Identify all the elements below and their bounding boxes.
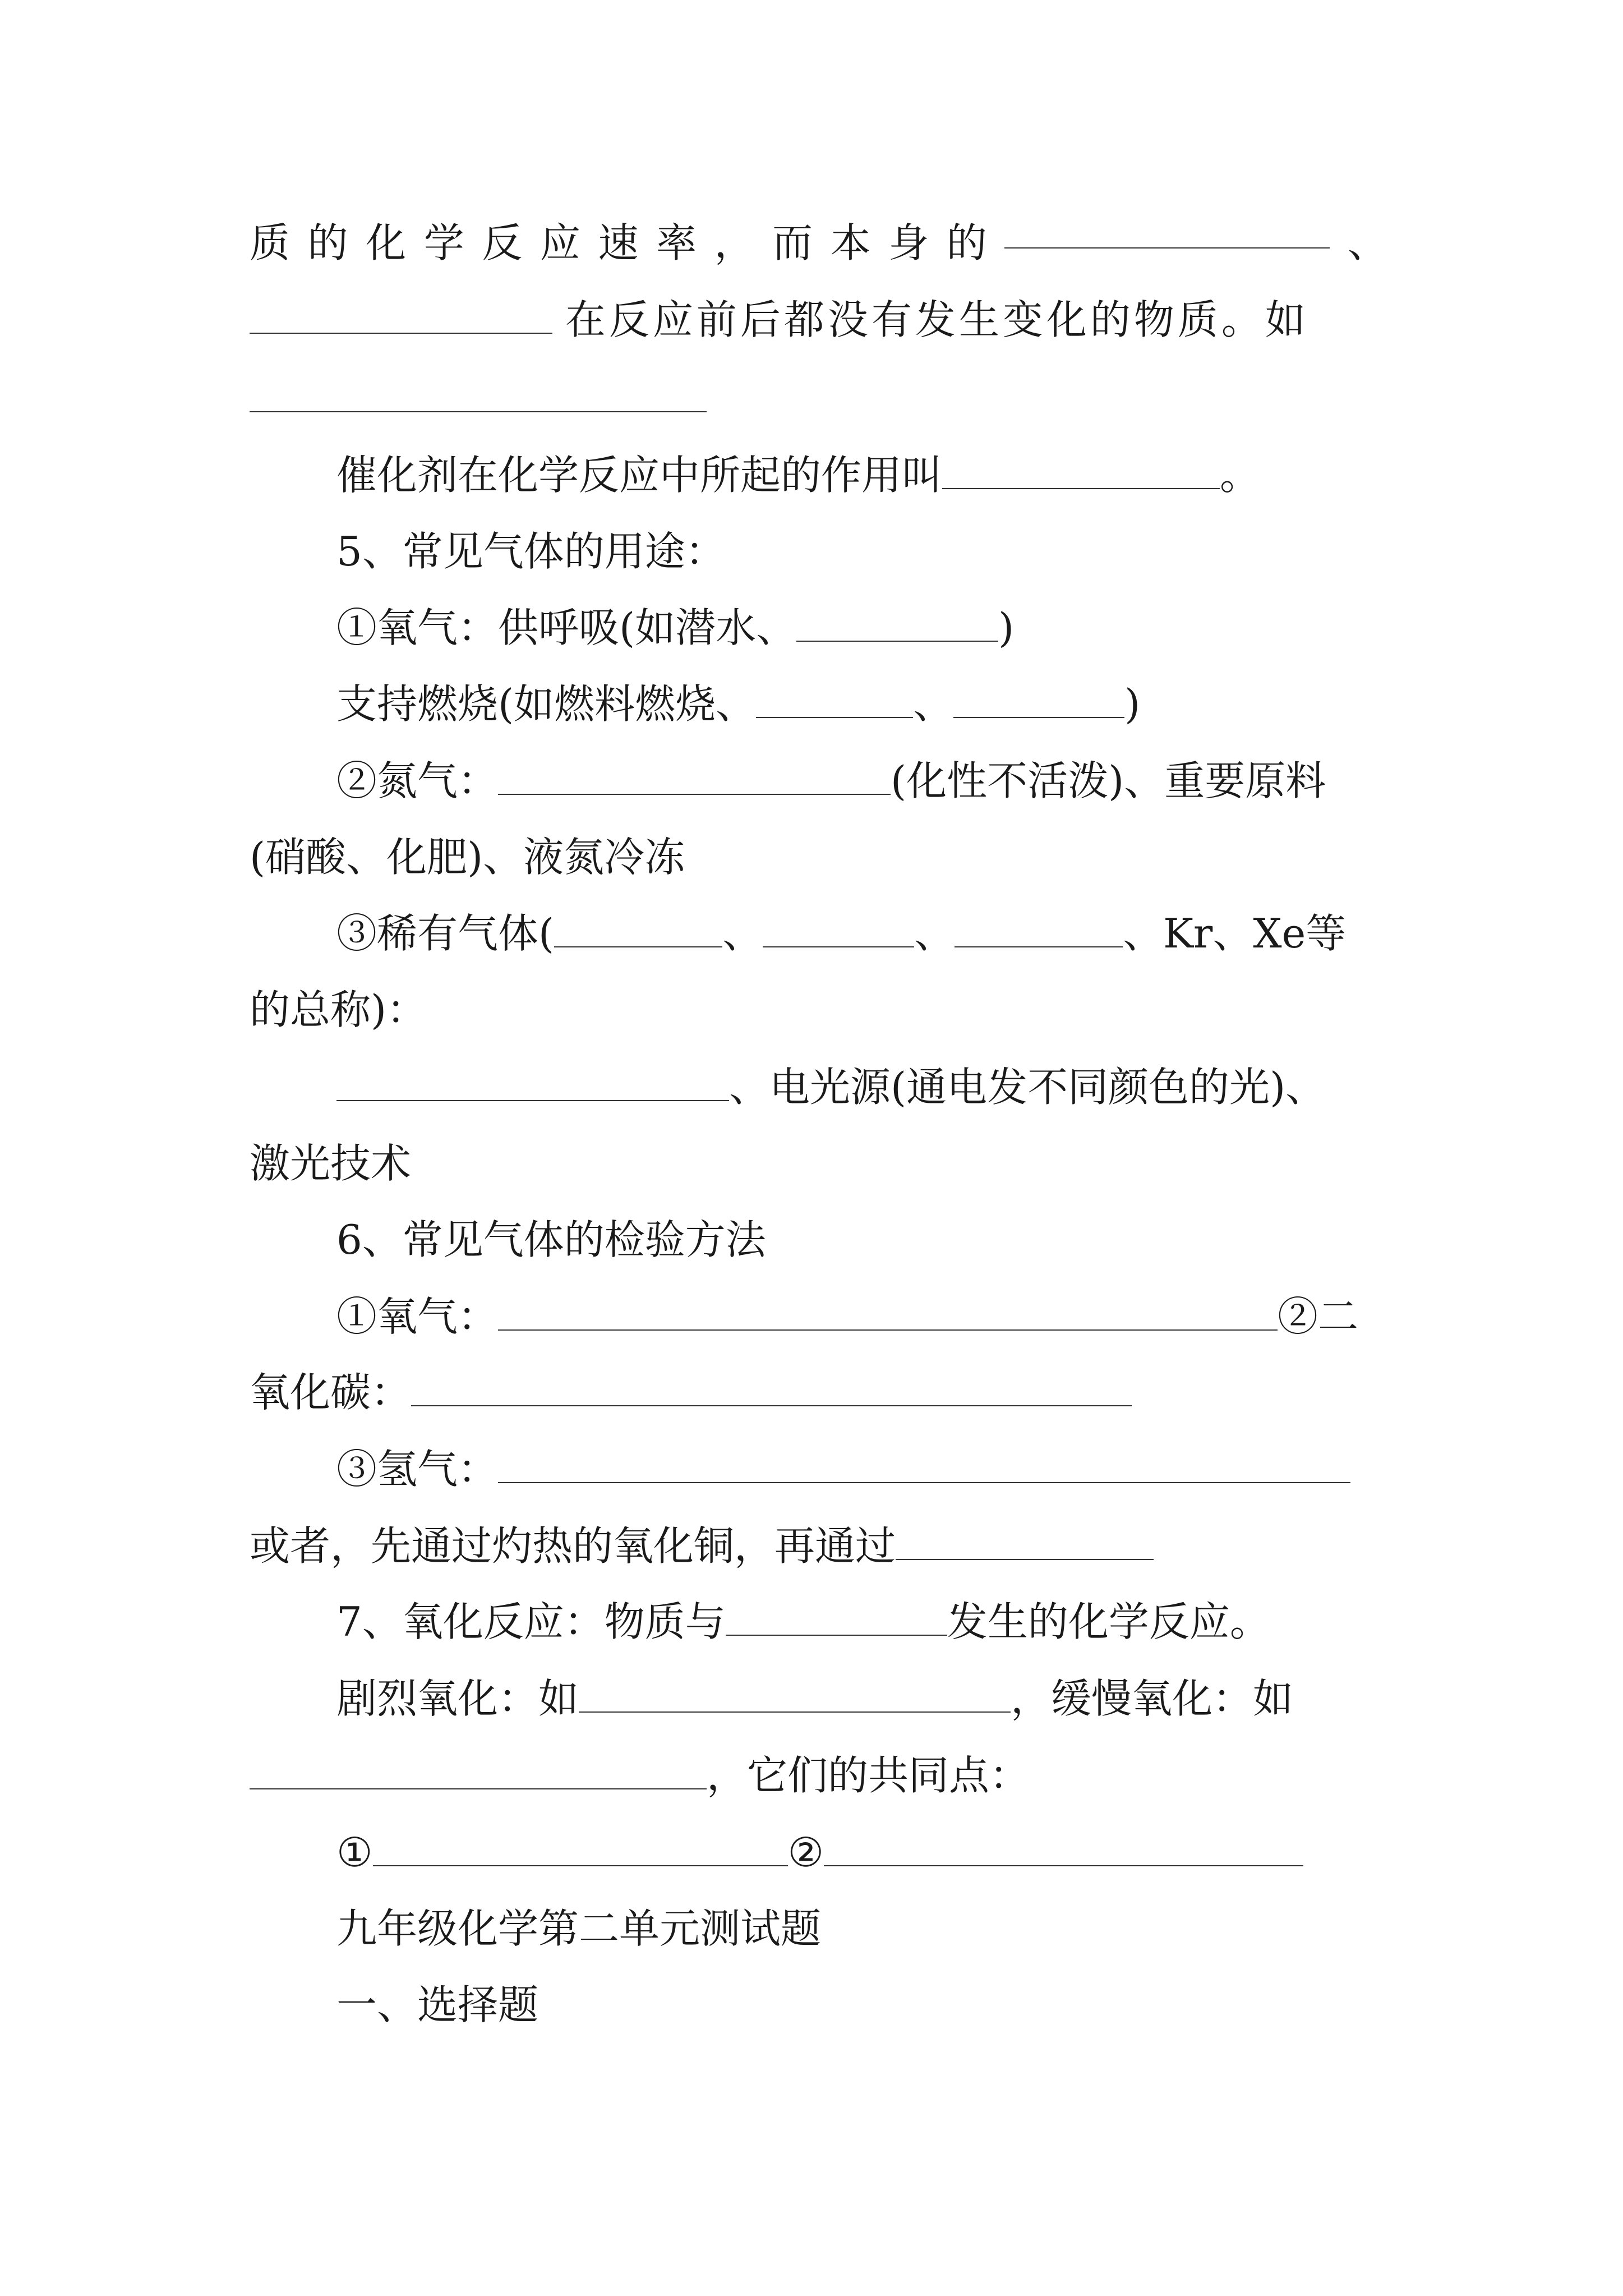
text-line-21 (250, 1747, 1388, 1803)
text-line-8 (336, 753, 1388, 809)
answer-blank[interactable] (896, 1526, 1154, 1560)
line-text: 激光技术 (250, 1140, 412, 1187)
text-line-10 (336, 905, 1388, 961)
line-text: 、 (913, 680, 954, 728)
section-heading-choice (336, 1977, 1388, 2033)
text-line-17 (336, 1441, 1388, 1497)
line-text: 支持燃烧(如燃料燃烧、 (336, 680, 757, 728)
line-text: 剧烈氧化：如 (336, 1675, 579, 1722)
line-text: 或者，先通过灼热的氧化铜，再通过 (250, 1522, 896, 1570)
text-line-11 (250, 982, 1388, 1038)
char: 速 (598, 219, 639, 266)
line-text: 发生的化学反应。 (947, 1598, 1270, 1645)
char: 质 (250, 219, 291, 266)
answer-blank[interactable] (796, 608, 998, 642)
line-text: ，缓慢氧化：如 (1011, 1675, 1294, 1722)
text-line-18 (250, 1518, 1388, 1574)
line-text: ①氧气：供呼吸(如潜水、 (336, 604, 797, 651)
section-heading-5 (336, 523, 1388, 579)
line-text: ① (336, 1829, 373, 1876)
text-line-20 (336, 1671, 1388, 1727)
char: 化 (366, 219, 407, 266)
answer-blank[interactable] (824, 1833, 1303, 1866)
char: 而 (772, 219, 813, 266)
char: 身 (888, 219, 929, 266)
line-text: 的总称)： (250, 986, 427, 1033)
answer-blank[interactable] (411, 1373, 1132, 1406)
answer-blank[interactable] (250, 1756, 707, 1789)
answer-blank[interactable] (726, 1602, 947, 1636)
line-text: ③稀有气体( (336, 910, 555, 957)
line-text: 、 (722, 910, 763, 957)
answer-blank[interactable] (373, 1833, 788, 1866)
line-text: 、 (914, 910, 955, 957)
text-line-16 (250, 1364, 1388, 1420)
answer-blank[interactable] (763, 914, 914, 947)
line-text: ①氧气： (336, 1293, 499, 1340)
answer-blank[interactable] (250, 379, 707, 412)
text-line-22 (336, 1824, 1388, 1880)
line-text: ③氢气： (336, 1446, 499, 1493)
answer-blank[interactable] (942, 455, 1220, 489)
line-text: ②氮气： (336, 757, 499, 804)
line-text: 、电光源(通电发不同颜色的光)、 (729, 1064, 1326, 1111)
answer-blank[interactable] (498, 1297, 1278, 1331)
char: 反 (482, 219, 523, 266)
line-text: (化性不活泼)、重要原料 (891, 757, 1326, 804)
text-line-7 (336, 676, 1388, 732)
char: 本 (830, 219, 871, 266)
line-text: 氧化碳： (250, 1369, 412, 1416)
line-text: 催化剂在化学反应中所起的作用叫 (336, 452, 943, 499)
text-line-4 (336, 447, 1388, 503)
char: 的 (946, 219, 987, 266)
char: 的 (307, 219, 348, 266)
text-line-15 (336, 1289, 1388, 1345)
text-line-9 (250, 829, 1388, 885)
line-text: 一、选择题 (336, 1981, 539, 2028)
char: 学 (423, 219, 464, 266)
answer-blank[interactable] (498, 761, 891, 795)
char: 率 (656, 219, 697, 266)
line-text: 6、常见气体的检验方法 (336, 1216, 766, 1263)
answer-blank[interactable] (955, 914, 1123, 947)
section-heading-6 (336, 1212, 1388, 1268)
answer-blank[interactable] (579, 1679, 1011, 1713)
line-text: 、Kr、Xe等 (1123, 910, 1347, 957)
text-line-2 (250, 292, 1388, 348)
line-text: ②二 (1278, 1293, 1359, 1340)
line-text: ) (998, 604, 1015, 651)
char: ， (714, 219, 755, 266)
line-text: 在反应前后都没有发生变化的物质。如 (565, 296, 1309, 343)
char: 、 (1347, 219, 1388, 266)
line-text: 5、常见气体的用途： (336, 528, 726, 575)
text-line-19 (336, 1594, 1388, 1650)
text-line-1 (250, 215, 1388, 271)
text-line-13 (250, 1135, 1388, 1191)
line-text: ) (1124, 680, 1141, 728)
test-title (336, 1901, 1388, 1957)
answer-blank[interactable] (250, 300, 552, 334)
text-line-12 (336, 1059, 1388, 1115)
char: 应 (540, 219, 580, 266)
answer-blank[interactable] (1004, 215, 1330, 249)
line-text: (硝酸、化肥)、液氮冷冻 (250, 834, 685, 881)
answer-blank[interactable] (554, 914, 722, 947)
line-text: ，它们的共同点： (707, 1752, 1030, 1799)
answer-blank[interactable] (756, 684, 913, 718)
answer-blank[interactable] (336, 1068, 729, 1101)
answer-blank[interactable] (498, 1450, 1350, 1483)
answer-blank[interactable] (953, 684, 1124, 718)
line-text: 7、氧化反应：物质与 (336, 1598, 726, 1645)
line-text: 九年级化学第二单元测试题 (336, 1905, 822, 1952)
line-text: 。 (1220, 452, 1261, 499)
text-line-3 (250, 370, 1388, 426)
line-text: ② (787, 1829, 824, 1876)
text-line-6 (336, 600, 1388, 656)
